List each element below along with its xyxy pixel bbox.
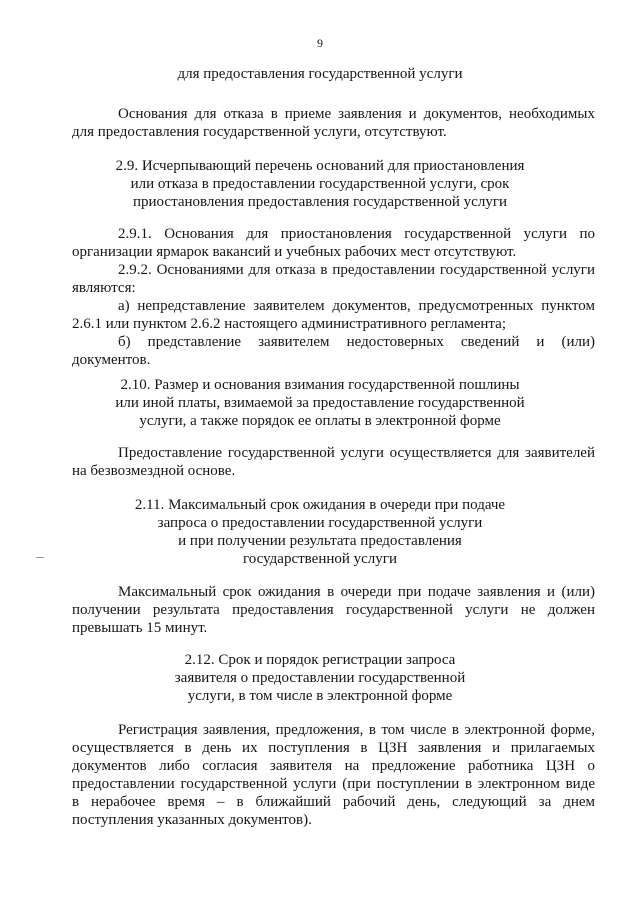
heading-line: услуги, а также порядок ее оплаты в электронной форме bbox=[139, 413, 501, 429]
page-number: 9 bbox=[317, 36, 323, 50]
margin-mark bbox=[36, 557, 44, 558]
paragraph-line: являются: bbox=[72, 280, 136, 296]
heading-line: заявителя о предоставлении государственной bbox=[174, 670, 466, 686]
heading-line: 2.9. Исчерпывающий перечень оснований для приостановления bbox=[115, 158, 525, 174]
paragraph-line: Максимальный срок ожидания в очереди при подаче заявления и (или) bbox=[118, 584, 595, 600]
paragraph-line: а) непредставление заявителем документов, предусмотренных пунктом bbox=[118, 298, 595, 314]
heading-line: или отказа в предоставлении государственной услуги, срок bbox=[130, 176, 510, 192]
paragraph-line: документов. bbox=[72, 352, 151, 368]
heading-line: и при получении результата предоставления bbox=[178, 533, 462, 549]
heading-line: 2.10. Размер и основания взимания государственной пошлины bbox=[120, 377, 520, 393]
paragraph-line: 2.9.1. Основания для приостановления государственной услуги по bbox=[118, 226, 595, 242]
paragraph-line: 2.6.1 или пунктом 2.6.2 настоящего административного регламента; bbox=[72, 316, 506, 332]
paragraph-line: организации ярмарок вакансий и учебных рабочих мест отсутствуют. bbox=[72, 244, 517, 260]
paragraph-line: для предоставления государственной услуги, отсутствуют. bbox=[72, 124, 447, 140]
paragraph-line: предоставлении государственной услуги (при поступлении в электронном виде bbox=[72, 776, 595, 792]
paragraph-line: документов либо согласия заявителя на предложение работника ЦЗН о bbox=[72, 758, 595, 774]
paragraph-line: на безвозмездной основе. bbox=[72, 463, 236, 479]
heading-line: государственной услуги bbox=[243, 551, 397, 567]
heading-line: или иной платы, взимаемой за предоставление государственной bbox=[115, 395, 525, 411]
heading-line: приостановления предоставления государственной услуги bbox=[133, 194, 507, 210]
heading-line: 2.11. Максимальный срок ожидания в очереди при подаче bbox=[134, 497, 506, 513]
running-header: для предоставления государственной услуги bbox=[177, 66, 463, 82]
paragraph-line: в нерабочее время – в ближайший рабочий день, следующий за днем bbox=[72, 794, 595, 810]
heading-line: 2.12. Срок и порядок регистрации запроса bbox=[184, 652, 456, 668]
paragraph-line: Регистрация заявления, предложения, в том числе в электронной форме, bbox=[118, 722, 595, 738]
heading-line: услуги, в том числе в электронной форме bbox=[187, 688, 453, 704]
paragraph-line: осуществляется в день их поступления в ЦЗН заявления и прилагаемых bbox=[72, 740, 595, 756]
paragraph-line: превышать 15 минут. bbox=[72, 620, 208, 636]
heading-line: запроса о предоставлении государственной услуги bbox=[157, 515, 483, 531]
paragraph-line: получении результата предоставления государственной услуги не должен bbox=[72, 602, 595, 618]
paragraph-line: Основания для отказа в приеме заявления и документов, необходимых bbox=[118, 106, 595, 122]
paragraph-line: поступления указанных документов). bbox=[72, 812, 312, 828]
paragraph-line: 2.9.2. Основаниями для отказа в предоставлении государственной услуги bbox=[118, 262, 595, 278]
paragraph-line: Предоставление государственной услуги осуществляется для заявителей bbox=[118, 445, 595, 461]
paragraph-line: б) представление заявителем недостоверных сведений и (или) bbox=[118, 334, 595, 350]
